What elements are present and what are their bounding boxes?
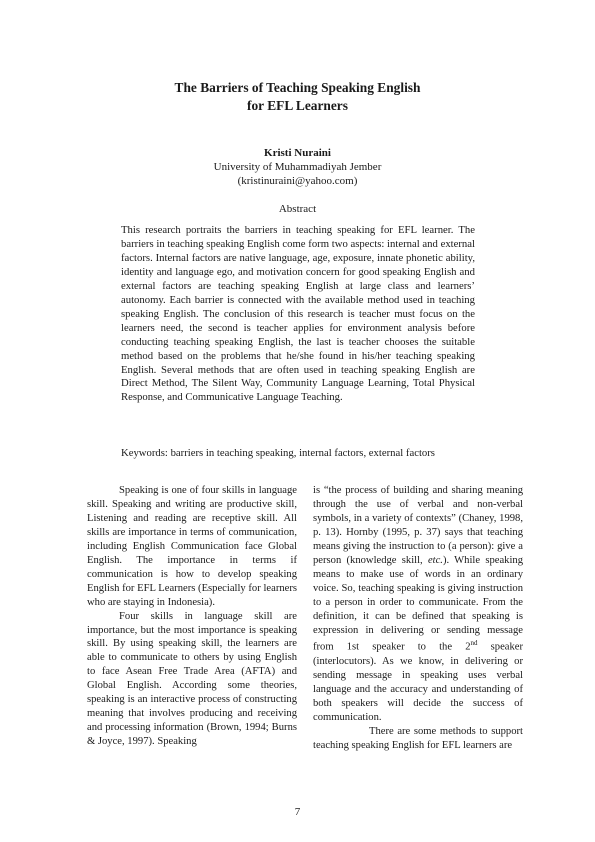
author-block (60, 146, 535, 188)
right-paragraph-2: There are some methods to support teaching speaking English for EFL learners are (313, 725, 523, 751)
right-paragraph-1-part-a: is “the process of building and sharing meaning through the use of verbal and non-verbal symbols, in a variety of contexts” (Chaney, 1998, p. 13). Hornby (1995, p. 37) says that teaching means giving the instruction to (a person): give a person (knowledge skill, (313, 485, 523, 566)
left-paragraph-2: Four skills in language skill are importance, but the most importance is speaking skill. By using speaking skill, the learners are able to communicate to others by using English to face Asean Free Trade Area (AFTA) and Global English. According some theories, speaking is an interactive process of constructing meaning that involves producing and receiving and processing information (Brown, 1994; Burns & Joyce, 1997). Speaking (87, 610, 297, 748)
abstract-heading: Abstract (278, 203, 317, 215)
left-paragraph-1: Speaking is one of four skills in language skill. Speaking and writing are productive skill, Listening and reading are receptive skill. All skills are importance in terms of communication, including English Communication face Global English. The importance in terms if communication is how to develop speaking English for EFL Learners (Especially for learners who are staying in Indonesia). (87, 485, 297, 608)
title-line-2: for EFL Learners (247, 98, 348, 113)
paper-title (60, 79, 535, 115)
body-right-column (313, 484, 523, 753)
author-name: Kristi Nuraini (264, 147, 331, 159)
right-paragraph-1 (313, 484, 523, 725)
page-number: 7 (294, 806, 301, 818)
body-left-column (87, 484, 297, 749)
keywords: Keywords: barriers in teaching speaking, internal factors, external factors (121, 447, 435, 459)
right-paragraph-1-part-b: ). While speaking means to make use of words in an ordinary voice. So, teaching speaking is giving instruction to a person in order to communicate. From the definition, it can be defined that speaking is expression in delivering or sending message from 1st speaker to the 2 (313, 554, 523, 654)
right-paragraph-1-superscript: nd (470, 639, 478, 648)
right-paragraph-1-etc: etc. (427, 554, 443, 566)
right-paragraph-1-part-c: speaker (interlocutors). As we know, in delivering or sending message in speaking uses verbal language and the accuracy and understanding of both speakers will decide the success of communication. (313, 642, 524, 723)
abstract-body (121, 224, 475, 405)
author-affiliation: University of Muhammadiyah Jember (213, 161, 382, 173)
abstract-text: This research portraits the barriers in teaching speaking for EFL learner. The barriers in teaching speaking English come form two aspects: internal and external factors. Internal factors are native language, age, exposure, innate phonetic ability, identity and language ego, and motivation concern for good speaking English and external factors are teaching speaking English at large class and learners’ autonomy. Each barrier is connected with the available method used in teaching speaking English. The conclusion of this research is teacher must focus on the learners need, the second is teacher applies for environment analysis before conducting teaching speaking English, the last is teacher chooses the suitable method based on the problems that he/she found in his/her teaching speaking English. Several methods that are often used in teaching speaking English are Direct Method, The Silent Way, Community Language Learning, Total Physical Response, and Communicative Language Teaching. (121, 224, 475, 404)
title-line-1: The Barriers of Teaching Speaking English (174, 80, 421, 95)
author-email: (kristinuraini@yahoo.com) (237, 175, 358, 187)
